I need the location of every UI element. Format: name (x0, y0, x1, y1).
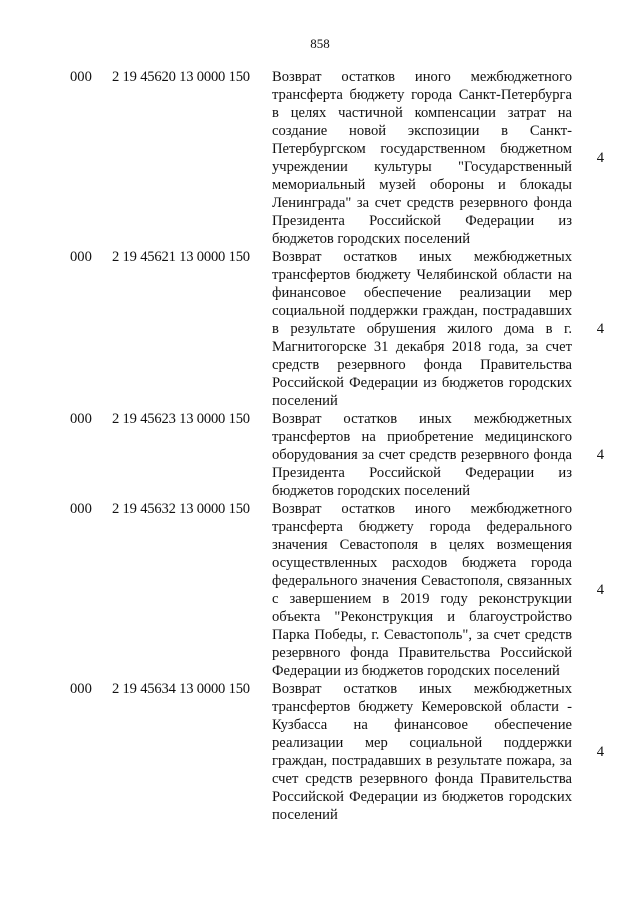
budget-classification-code: 2 19 45621 13 0000 150 (112, 249, 250, 265)
page-number: 858 (310, 36, 330, 51)
revenue-name: Возврат остатков иных межбюджетных трансфертов бюджету Кемеровской области - Кузбасса на финансовое обеспечение реализации мер социальной поддержки граждан, пострадавших в результате пожара, за счет средств резервного фонда Правительства Российской Федерации из бюджетов городских поселений (272, 681, 572, 823)
amount-value: 4 (596, 447, 604, 463)
amount-value: 4 (596, 582, 604, 598)
budget-classification-code: 2 19 45632 13 0000 150 (112, 501, 250, 517)
admin-code: 000 (70, 411, 92, 427)
revenue-name: Возврат остатков иного межбюджетного трансферта бюджету города федерального значения Севастополя в целях возмещения осуществленных расходов бюджета города федерального значения Севастополя, связанных с завершением в 2019 году реконструкции объекта "Реконструкция и благоустройство Парка Победы, г. Севастополь", за счет средств резервного фонда Правительства Российской Федерации из бюджетов городских поселений (272, 501, 572, 679)
table-row (0, 410, 640, 500)
budget-classification-code: 2 19 45620 13 0000 150 (112, 69, 250, 85)
amount-value: 4 (596, 150, 604, 166)
amount-value: 4 (596, 744, 604, 760)
table-row (0, 68, 640, 248)
revenue-name: Возврат остатков иного межбюджетного трансферта бюджету города Санкт-Петербурга в целях частичной компенсации затрат на создание новой экспозиции в Санкт-Петербургском государственном бюджетном учреждении культуры "Государственный мемориальный музей обороны и блокады Ленинграда" за счет средств резервного фонда Президента Российской Федерации из бюджетов городских поселений (272, 69, 572, 247)
budget-classification-code: 2 19 45634 13 0000 150 (112, 681, 250, 697)
admin-code: 000 (70, 69, 92, 85)
revenue-name: Возврат остатков иных межбюджетных трансфертов на приобретение медицинского оборудования за счет средств резервного фонда Президента Российской Федерации из бюджетов городских поселений (272, 411, 572, 499)
table-row (0, 680, 640, 824)
amount-value: 4 (596, 321, 604, 337)
revenue-name: Возврат остатков иных межбюджетных трансфертов бюджету Челябинской области на финансовое обеспечение реализации мер социальной поддержки граждан, пострадавших в результате обрушения жилого дома в г. Магнитогорске 31 декабря 2018 года, за счет средств резервного фонда Правительства Российской Федерации из бюджетов городских поселений (272, 249, 572, 409)
budget-classification-code: 2 19 45623 13 0000 150 (112, 411, 250, 427)
budget-code-table (0, 68, 640, 824)
table-row (0, 500, 640, 680)
admin-code: 000 (70, 501, 92, 517)
admin-code: 000 (70, 681, 92, 697)
admin-code: 000 (70, 249, 92, 265)
table-row (0, 248, 640, 410)
